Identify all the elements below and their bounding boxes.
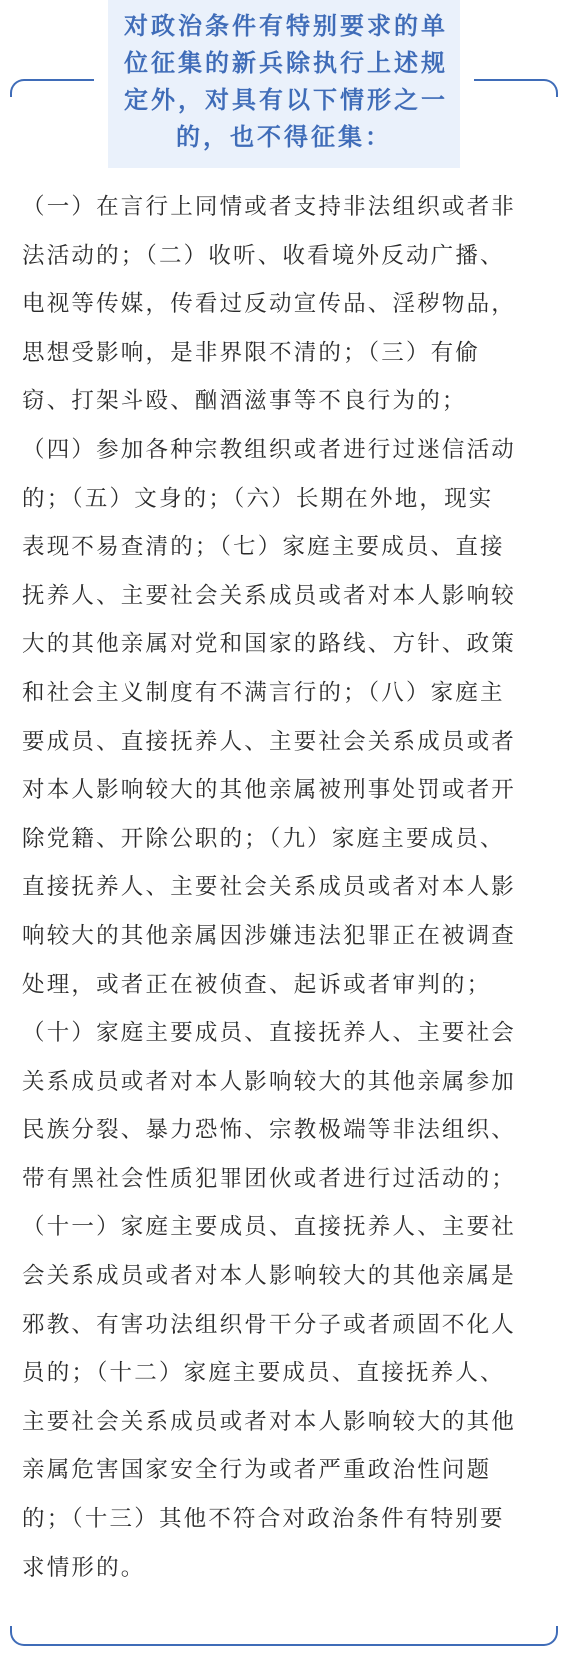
body-line: （一）在言行上同情或者支持非法组织或者非 xyxy=(22,194,517,220)
body-line: 直接抚养人、主要社会关系成员或者对本人影 xyxy=(22,874,517,901)
body-line: （四）参加各种宗教组织或者进行过迷信活动 xyxy=(22,436,517,463)
body-line: 抚养人、主要社会关系成员或者对本人影响较 xyxy=(22,582,517,609)
body-line: 民族分裂、暴力恐怖、宗教极端等非法组织、 xyxy=(22,1117,517,1144)
top-right-bracket-decoration xyxy=(474,79,558,97)
top-left-bracket-decoration xyxy=(10,79,94,97)
body-line: 大的其他亲属对党和国家的路线、方针、政策 xyxy=(22,631,517,658)
body-line: 除党籍、开除公职的；（九）家庭主要成员、 xyxy=(22,825,505,852)
body-line: 带有黑社会性质犯罪团伙或者进行过活动的； xyxy=(22,1165,517,1192)
body-line: 主要社会关系成员或者对本人影响较大的其他 xyxy=(22,1408,517,1435)
body-line: 的；（五）文身的；（六）长期在外地，现实 xyxy=(22,485,494,512)
body-line: 要成员、直接抚养人、主要社会关系成员或者 xyxy=(22,728,517,755)
body-line: 邪教、有害功法组织骨干分子或者顽固不化人 xyxy=(22,1311,517,1338)
body-line: 的；（十三）其他不符合对政治条件有特别要 xyxy=(22,1506,505,1533)
body-line: （十）家庭主要成员、直接抚养人、主要社会 xyxy=(22,1020,517,1047)
body-line: （十一）家庭主要成员、直接抚养人、主要社 xyxy=(22,1214,517,1241)
body-line: 对本人影响较大的其他亲属被刑事处罚或者开 xyxy=(22,777,517,804)
body-line: 关系成员或者对本人影响较大的其他亲属参加 xyxy=(22,1068,517,1095)
bottom-bracket-decoration xyxy=(10,1626,558,1646)
body-line: 处理，或者正在被侦查、起诉或者审判的； xyxy=(22,971,492,998)
title-line: 对政治条件有特别要求的单 xyxy=(124,12,448,40)
title-box xyxy=(108,0,460,168)
title-line: 位征集的新兵除执行上述规 xyxy=(124,49,448,77)
body-line: 求情形的。 xyxy=(22,1554,146,1581)
body-line: 电视等传媒，传看过反动宣传品、淫秽物品， xyxy=(22,291,517,318)
body-line: 响较大的其他亲属因涉嫌违法犯罪正在被调查 xyxy=(22,922,517,949)
title-line: 的，也不得征集： xyxy=(176,123,392,151)
body-line: 窃、打架斗殴、酗酒滋事等不良行为的； xyxy=(22,388,467,415)
body-paragraph xyxy=(22,183,550,1592)
body-line: 法活动的；（二）收听、收看境外反动广播、 xyxy=(22,242,505,269)
title-line: 定外，对具有以下情形之一 xyxy=(124,86,448,114)
body-line: 和社会主义制度有不满言行的；（八）家庭主 xyxy=(22,679,505,706)
body-line: 表现不易查清的；（七）家庭主要成员、直接 xyxy=(22,534,505,561)
body-line: 亲属危害国家安全行为或者严重政治性问题 xyxy=(22,1457,492,1484)
body-line: 员的；（十二）家庭主要成员、直接抚养人、 xyxy=(22,1360,505,1387)
body-line: 会关系成员或者对本人影响较大的其他亲属是 xyxy=(22,1263,517,1290)
body-line: 思想受影响，是非界限不清的；（三）有偷 xyxy=(22,339,481,366)
